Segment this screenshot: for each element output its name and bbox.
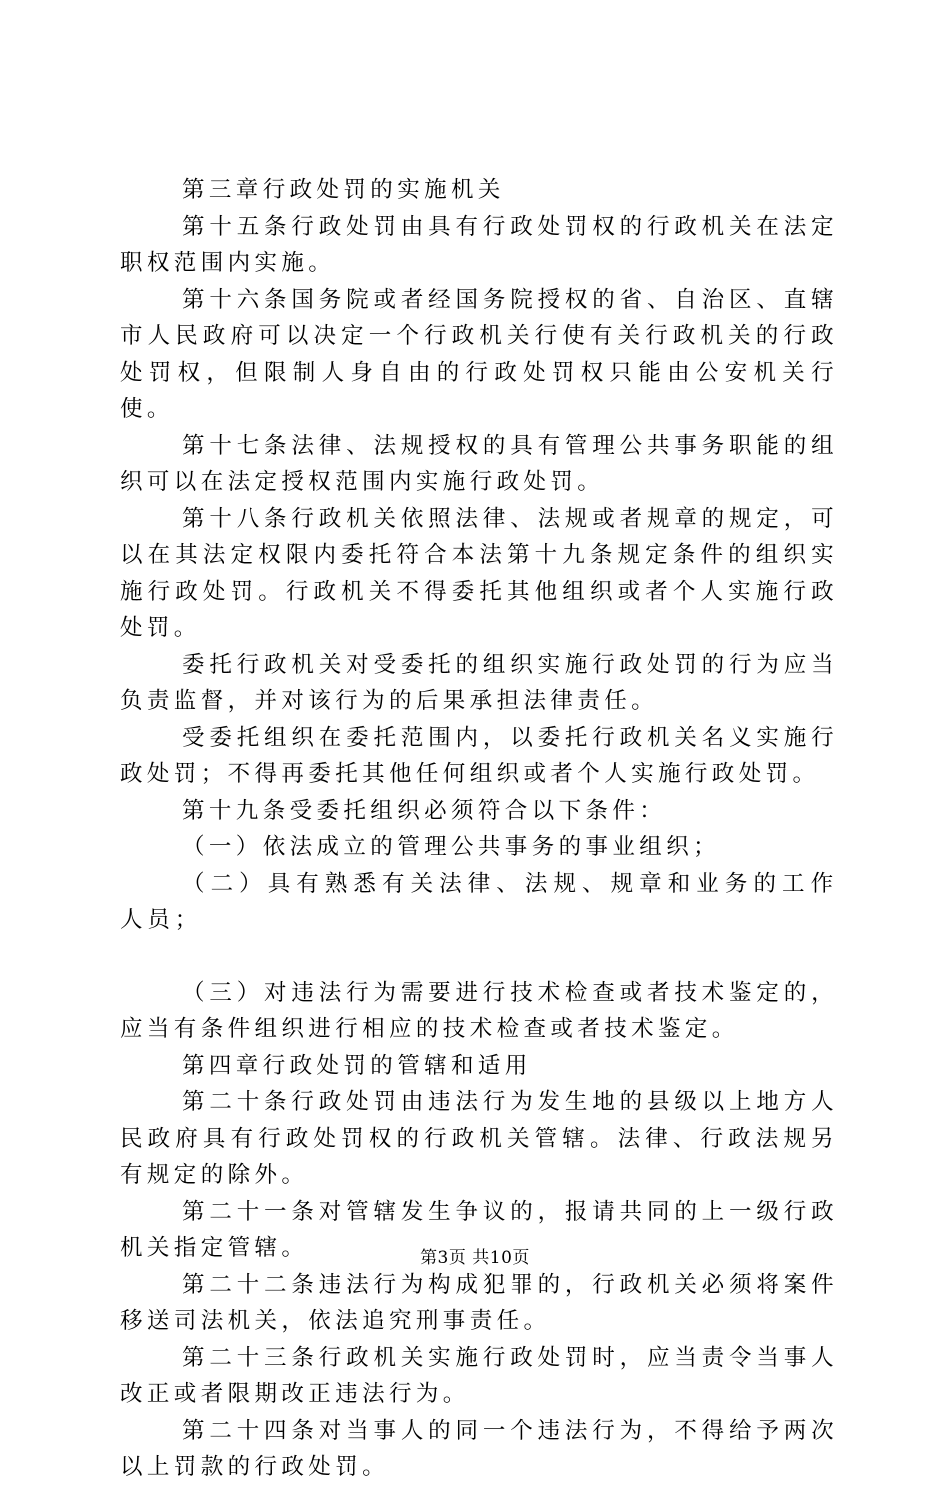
list-item: （二）具有熟悉有关法律、法规、规章和业务的工作人员； bbox=[120, 870, 838, 933]
article-paragraph: 第十八条行政机关依照法律、法规或者规章的规定，可以在其法定权限内委托符合本法第十九条规定条件的组织实施行政处罚。行政机关不得委托其他组织或者个人实施行政处罚。 bbox=[120, 505, 838, 641]
chapter-heading: 第四章行政处罚的管辖和适用 bbox=[182, 1052, 532, 1079]
article-paragraph: 第二十条行政处罚由违法行为发生地的县级以上地方人民政府具有行政处罚权的行政机关管辖。法律、行政法规另有规定的除外。 bbox=[120, 1089, 838, 1188]
article-paragraph: 第二十三条行政机关实施行政处罚时，应当责令当事人改正或者限期改正违法行为。 bbox=[120, 1344, 838, 1407]
article-paragraph: 第二十四条对当事人的同一个违法行为，不得给予两次以上罚款的行政处罚。 bbox=[120, 1417, 838, 1480]
article-paragraph: 第二十二条违法行为构成犯罪的，行政机关必须将案件移送司法机关，依法追究刑事责任。 bbox=[120, 1271, 838, 1334]
article-paragraph: 第十九条受委托组织必须符合以下条件： bbox=[182, 797, 667, 824]
article-paragraph: 第十五条行政处罚由具有行政处罚权的行政机关在法定职权范围内实施。 bbox=[120, 213, 838, 276]
list-item: （三）对违法行为需要进行技术检查或者技术鉴定的，应当有条件组织进行相应的技术检查或者技术鉴定。 bbox=[120, 979, 838, 1042]
list-item: （一）依法成立的管理公共事务的事业组织； bbox=[182, 834, 721, 860]
article-paragraph: 第十七条法律、法规授权的具有管理公共事务职能的组织可以在法定授权范围内实施行政处罚。 bbox=[120, 432, 838, 495]
article-paragraph: 第二十一条对管辖发生争议的，报请共同的上一级行政机关指定管辖。 bbox=[120, 1198, 838, 1261]
chapter-heading: 第三章行政处罚的实施机关 bbox=[182, 177, 505, 203]
page-number-footer: 第3页 共10页 bbox=[420, 1248, 530, 1268]
article-paragraph: 第十六条国务院或者经国务院授权的省、自治区、直辖市人民政府可以决定一个行政机关行使有关行政机关的行政处罚权，但限制人身自由的行政处罚权只能由公安机关行使。 bbox=[120, 286, 838, 422]
article-paragraph: 受委托组织在委托范围内，以委托行政机关名义实施行政处罚；不得再委托其他任何组织或者个人实施行政处罚。 bbox=[120, 724, 838, 787]
document-body bbox=[120, 172, 838, 1486]
article-paragraph: 委托行政机关对受委托的组织实施行政处罚的行为应当负责监督，并对该行为的后果承担法律责任。 bbox=[120, 651, 838, 714]
